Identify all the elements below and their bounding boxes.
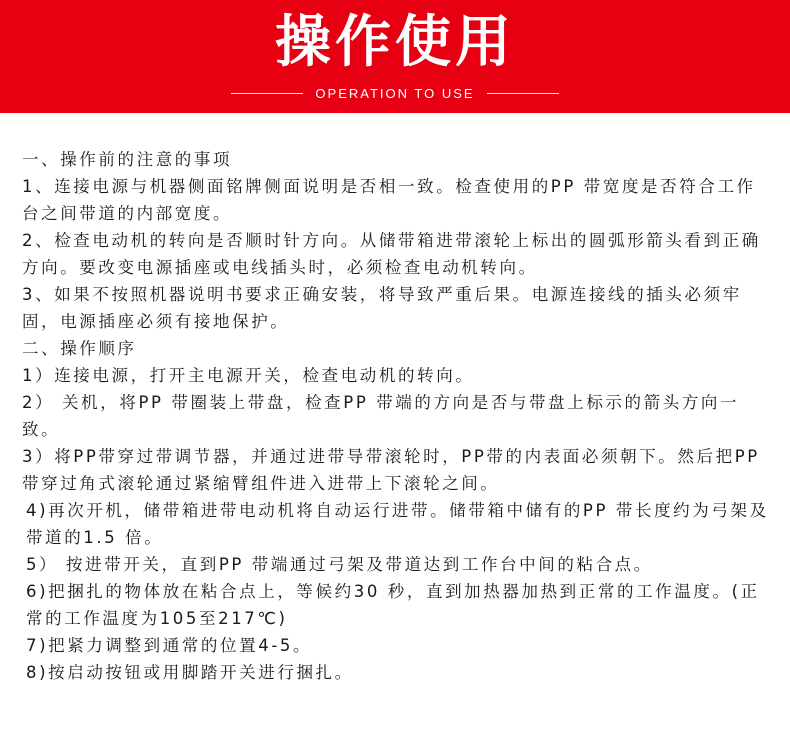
- page-subtitle: OPERATION TO USE: [315, 85, 475, 101]
- paragraph: 2） 关机，将PP 带圈装上带盘，检查PP 带端的方向是否与带盘上标示的箭头方向一致。: [22, 393, 740, 439]
- paragraph: 7)把紧力调整到通常的位置4-5。: [26, 636, 313, 655]
- paragraph: 2、检查电动机的转向是否顺时针方向。从储带箱进带滚轮上标出的圆弧形箭头看到正确方向。要改变电源插座或电线插头时，必须检查电动机转向。: [22, 231, 761, 277]
- subtitle-row: [0, 83, 790, 103]
- section-heading: 一、操作前的注意的事项: [22, 150, 233, 169]
- section-heading: 二、操作顺序: [22, 339, 137, 358]
- paragraph: 5） 按进带开关，直到PP 带端通过弓架及带道达到工作台中间的粘合点。: [26, 555, 653, 574]
- divider-right: [487, 93, 559, 94]
- page-title: 操作使用: [275, 10, 515, 75]
- paragraph: 4)再次开机，储带箱进带电动机将自动运行进带。储带箱中储有的PP 带长度约为弓架及带道的1.5 倍。: [26, 501, 769, 547]
- paragraph: 1）连接电源，打开主电源开关，检查电动机的转向。: [22, 366, 475, 385]
- paragraph: 1、连接电源与机器侧面铭牌侧面说明是否相一致。检查使用的PP 带宽度是否符合工作台之间带道的内部宽度。: [22, 177, 756, 223]
- paragraph: 3、如果不按照机器说明书要求正确安装，将导致严重后果。电源连接线的插头必须牢固，电源插座必须有接地保护。: [22, 285, 742, 331]
- paragraph: 8)按启动按钮或用脚踏开关进行捆扎。: [26, 663, 354, 682]
- paragraph: 3）将PP带穿过带调节器，并通过进带导带滚轮时，PP带的内表面必须朝下。然后把PP 带穿过角式滚轮通过紧缩臂组件进入进带上下滚轮之间。: [22, 447, 760, 493]
- paragraph: 6)把捆扎的物体放在粘合点上，等候约30 秒，直到加热器加热到正常的工作温度。(正常的工作温度为105至217℃): [26, 582, 760, 628]
- header-banner: [0, 0, 790, 113]
- instructions-body: [22, 146, 774, 686]
- divider-left: [231, 93, 303, 94]
